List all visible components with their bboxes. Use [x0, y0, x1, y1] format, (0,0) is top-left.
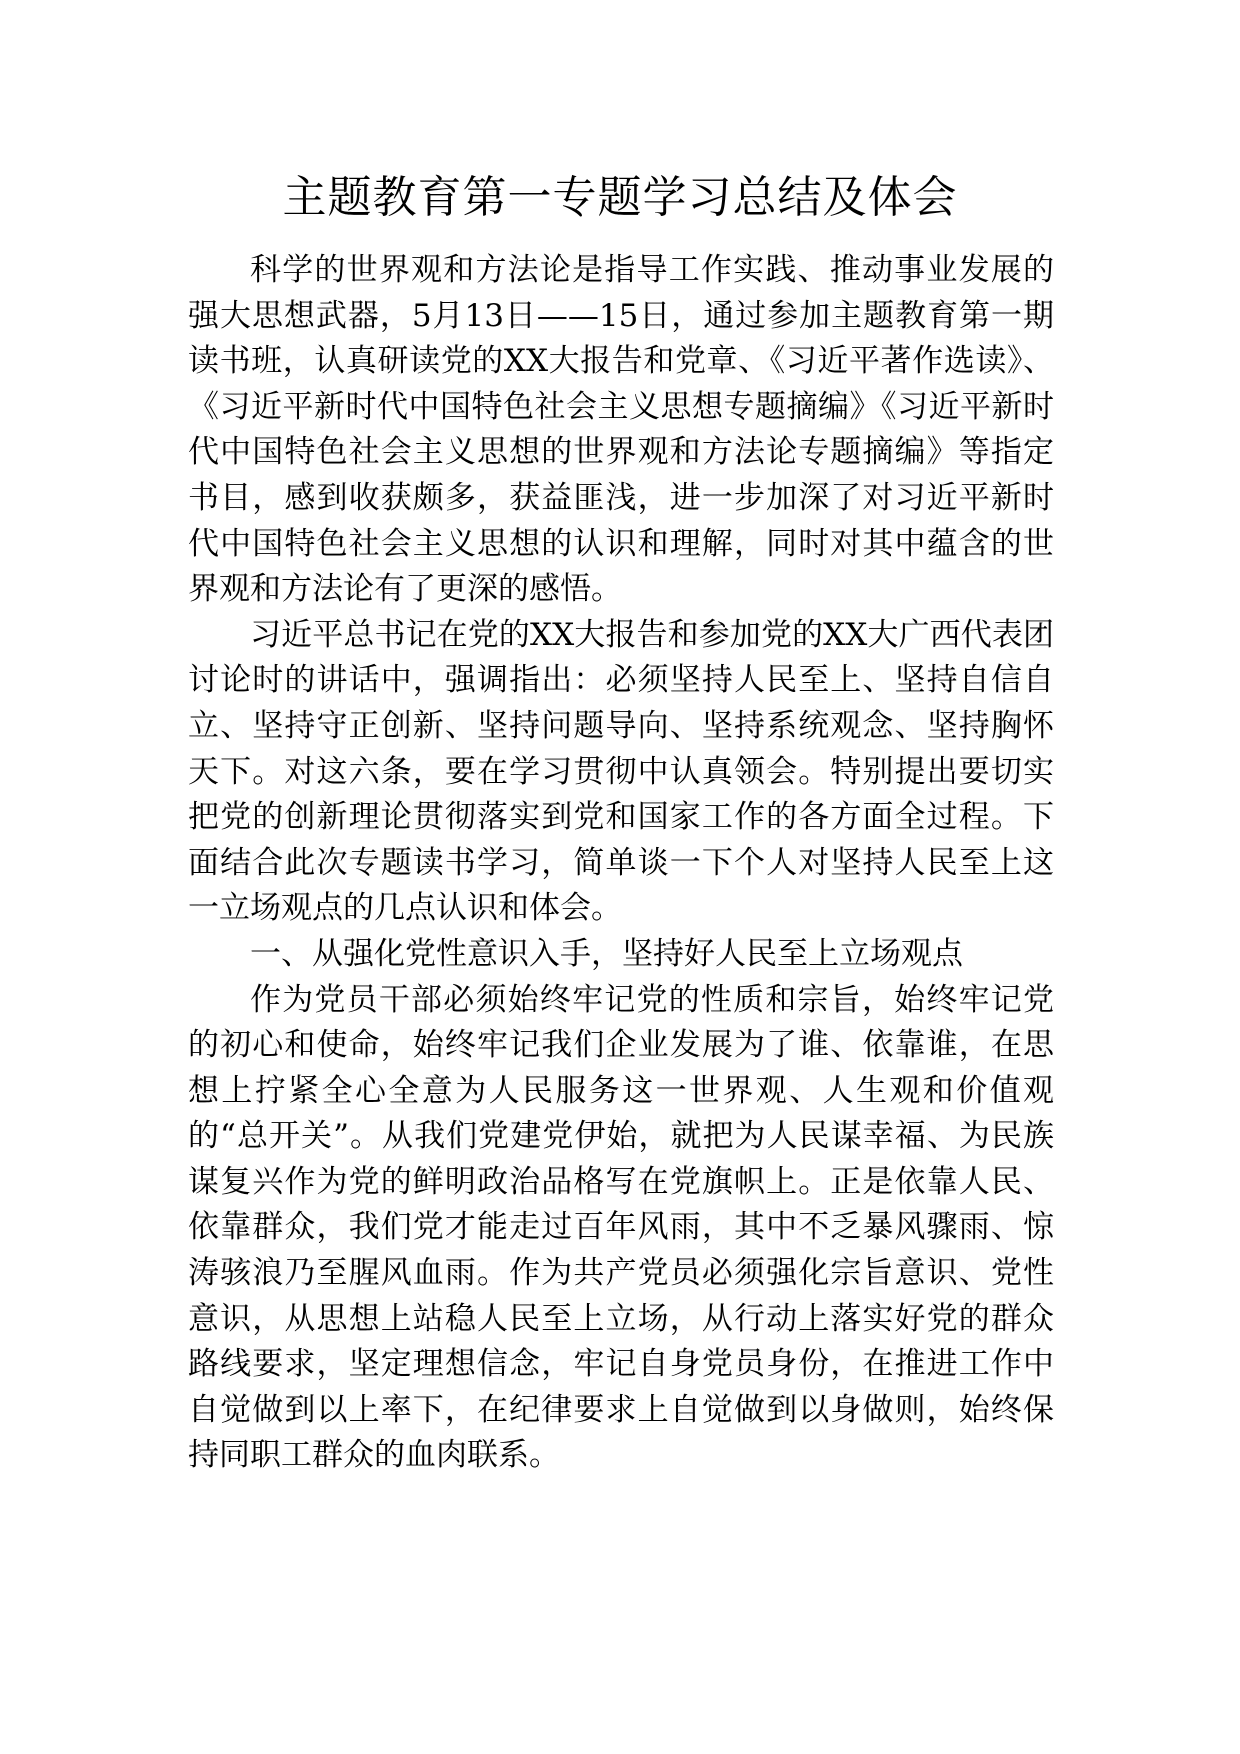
- document-title: 主题教育第一专题学习总结及体会: [282, 172, 958, 223]
- paragraph-context: 习近平总书记在党的XX大报告和参加党的XX大广西代表团讨论时的讲话中，强调指出：必须坚持人民至上、坚持自信自立、坚持守正创新、坚持问题导向、坚持系统观念、坚持胸怀天下。对这六条，要在学习贯彻中认真领会。特别提出要切实把党的创新理论贯彻落实到党和国家工作的各方面全过程。下面结合此次专题读书学习，简单谈一下个人对坚持人民至上这一立场观点的几点认识和体会。: [188, 616, 1054, 927]
- section-heading-1: 一、从强化党性意识入手，坚持好人民至上立场观点: [250, 935, 963, 972]
- document-body: [188, 248, 1054, 1479]
- paragraph-intro: 科学的世界观和方法论是指导工作实践、推动事业发展的强大思想武器，5月13日——15日，通过参加主题教育第一期读书班，认真研读党的XX大报告和党章、《习近平著作选读》、《习近平新时代中国特色社会主义思想专题摘编》《习近平新时代中国特色社会主义思想的世界观和方法论专题摘编》等指定书目，感到收获颇多，获益匪浅，进一步加深了对习近平新时代中国特色社会主义思想的认识和理解，同时对其中蕴含的世界观和方法论有了更深的感悟。: [188, 252, 1054, 608]
- paragraph-section-1: 作为党员干部必须始终牢记党的性质和宗旨，始终牢记党的初心和使命，始终牢记我们企业发展为了谁、依靠谁，在思想上拧紧全心全意为人民服务这一世界观、人生观和价值观的“总开关”。从我们党建党伊始，就把为人民谋幸福、为民族谋复兴作为党的鲜明政治品格写在党旗帜上。正是依靠人民、依靠群众，我们党才能走过百年风雨，其中不乏暴风骤雨、惊涛骇浪乃至腥风血雨。作为共产党员必须强化宗旨意识、党性意识，从思想上站稳人民至上立场，从行动上落实好党的群众路线要求，坚定理想信念，牢记自身党员身份，在推进工作中自觉做到以上率下，在纪律要求上自觉做到以身做则，始终保持同职工群众的血肉联系。: [188, 981, 1054, 1474]
